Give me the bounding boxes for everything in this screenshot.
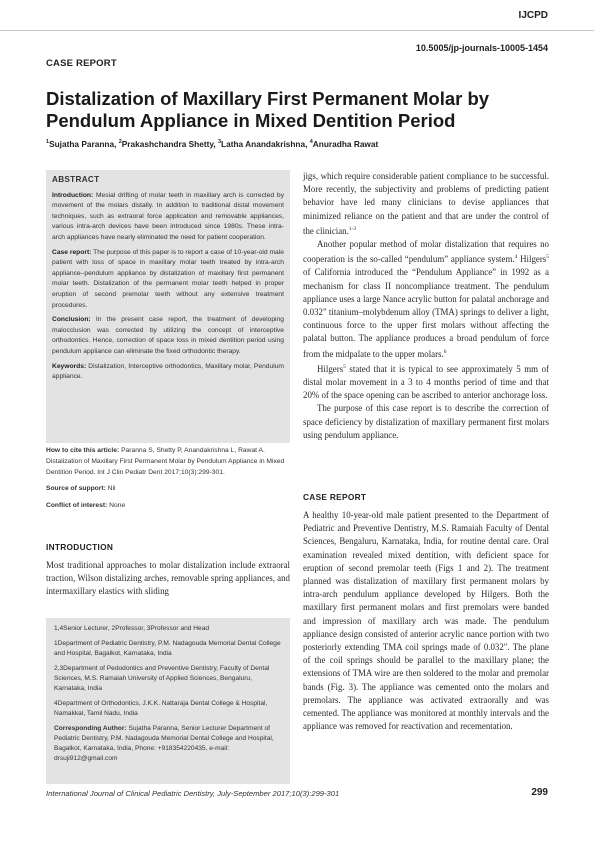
introduction-paragraph: Most traditional approaches to molar distalization include extraoral traction, Wilson distalizing arches, removable spring appliances, and intermaxillary elastics with sliding <box>46 560 290 597</box>
corresponding-label: Corresponding Author: <box>54 725 127 732</box>
conflict-of-interest <box>46 501 290 512</box>
support-text: Nil <box>105 485 116 493</box>
keywords-text: Distalization, Interceptive orthodontics, Maxillary molar, Pendulum appliance. <box>52 362 284 381</box>
citation-ref: 4 <box>514 254 518 261</box>
citation-ref: 5 <box>343 363 346 370</box>
doi[interactable]: 10.5005/jp-journals-10005-1454 <box>415 43 548 53</box>
author-sup: 3 <box>217 139 222 146</box>
conflict-text: None <box>107 502 126 510</box>
abstract-conclusion <box>52 315 284 357</box>
cite-label: How to cite this article: <box>46 447 120 454</box>
keywords-label: Keywords: <box>52 362 87 370</box>
affiliation-box <box>46 618 290 784</box>
journal-tag: IJCPD <box>518 10 548 21</box>
source-of-support <box>46 484 290 495</box>
paragraph-3 <box>303 361 549 403</box>
case-report-paragraph: A healthy 10-year-old male patient presented to the Department of Pediatric and Preventive Dentistry, M.S. Ramaiah Faculty of Dental Sciences, Bengaluru, Karnataka, India, for routine dental care. Oral examination revealed mixed dentition, with deficient space for eruption of second premolar teeth (Figs 1 and 2). The treatment planned was distalization of maxillary first permanent molars by intra-arch pendulum appliance developed by Hilgers. Both the maxillary first permanent molars and first premolars were banded and impression of maxillary arch was made. The pendulum appliance design consisted of anterior acrylic nance portion with two posteriorly extending TMA coil springs made of 0.032". The plane of the coil springs should be parallel to the maxillary plane; the extensions of TMA wire are then soldered to the molar and premolar bands (Fig. 3). The appliance was cemented onto the molars and premolars. The appliance was activated extraorally and was cemented. The appliance was monitored at monthly intervals and the appliance was removed for reactivation and recementation. <box>303 510 549 732</box>
author-sup: 2 <box>118 139 122 146</box>
page-number: 299 <box>531 787 548 798</box>
citation-ref: 5 <box>546 254 549 261</box>
citation-ref: 6 <box>443 348 447 355</box>
paragraph-3-text-b: stated that it is typical to see approximately 5 mm of distal molar movement in a 3 to 4 months period of time and that 20% of the space opening can be ascribed to anterior anchorage loss. <box>303 363 549 401</box>
title-line-2: Pendulum Appliance in Mixed Dentition Period <box>46 110 456 131</box>
case-report-heading: CASE REPORT <box>303 492 367 502</box>
introduction-heading: INTRODUCTION <box>46 542 114 552</box>
abstract-box <box>46 170 290 443</box>
abstract-intro-label: Introduction: <box>52 191 94 199</box>
cite-block <box>46 446 290 478</box>
author-sup: 1 <box>46 139 50 146</box>
footer-citation: International Journal of Clinical Pediatric Dentistry, July-September 2017;10(3):299-301 <box>46 789 340 798</box>
abstract-keywords <box>52 362 284 383</box>
author-list <box>46 139 378 149</box>
abstract-intro-text: Mesial drifting of molar teeth in maxillary arch is corrected by movement of the molars distally. In addition to traditional distal movement techniques, such as extraoral force application and removable appliances, various intra-arch devices have been introduced since 1980s. These intra-arch appliances have nearly eliminated the need for patient cooperation. <box>52 191 284 241</box>
paragraph-2-text-c: of California introduced the “Pendulum Appliance” in 1992 as a mechanism for class II noncompliance treatment. The pendulum appliance uses a large Nance acrylic button for palatal anchorage and 0.032" titanium–molybdenum alloy (TMA) springs to deliver a light, continuous force to the upper first molars without affecting the palatal button. The appliance produces a broad pendulum of force from the midpalate to the upper molars. <box>303 267 549 359</box>
section-label: CASE REPORT <box>46 58 117 69</box>
introduction-body <box>46 559 290 599</box>
paragraph-2-text-b: Hilgers <box>517 254 547 265</box>
corresponding-author <box>54 724 282 764</box>
paragraph-4: The purpose of this case report is to describe the correction of space deficiency by distalization of maxillary permanent first molars using pendulum appliance. <box>303 403 549 440</box>
paragraph-2 <box>303 238 549 361</box>
author-name: Anuradha Rawat <box>312 139 379 149</box>
cite-text: Paranna S, Shetty P, Anandakrishna L, Rawat A. Distalization of Maxillary First Permanent Molar by Pendulum Appliance in Mixed Dentition Period. Int J Clin Pediatr Dent 2017;10(3):299-301. <box>46 447 285 476</box>
article-title <box>46 88 546 132</box>
abstract-case-report <box>52 248 284 312</box>
abstract-conclusion-label: Conclusion: <box>52 316 91 324</box>
abstract-case-label: Case report: <box>52 248 92 256</box>
affiliation-1: 1Department of Pediatric Dentistry, P.M. Nadagouda Memorial Dental College and Hospital, Bagalkot, Karnataka, India <box>54 640 281 657</box>
abstract-heading: ABSTRACT <box>52 175 100 184</box>
abstract-case-text: The purpose of this paper is to report a case of 10-year-old male patient with loss of space in maxillary molar teeth treated by intra-arch appliance–pendulum appliance by distalization of maxillary first permanent molar teeth. Distalization of the permanent molar teeth helped in proper eruption of second premolar teeth without any extensive treatment procedures. <box>52 248 284 309</box>
paragraph-2-text-a: Another popular method of molar distalization that requires no cooperation is the so-called “pendulum” appliance system. <box>303 238 549 265</box>
abstract-conclusion-text: In the present case report, the treatment of developing malocclusion was corrected by utilizing the concept of interceptive orthodontics. Hence, correction of space loss in mixed dentition period using pendulum appliance can eliminate the fixed orthodontic therapy. <box>52 316 284 355</box>
author-name: Latha Anandakrishna, <box>221 139 310 149</box>
paragraph-1-text: jigs, which require considerable patient compliance to be successful. More recently, the subjectivity and problems of predicting patient behavior have led many clinicians to devise appliances that minimized reliance on the patient and that are under the control of the clinician. <box>303 171 549 236</box>
affiliation-3: 4Department of Orthodontics, J.K.K. Nattaraja Dental College & Hospital, Namakkal, Tamil Nadu, India <box>54 700 268 717</box>
affiliation-roles: 1,4Senior Lecturer, 2Professor, 3Professor and Head <box>54 625 210 632</box>
header-divider <box>0 30 594 31</box>
author-name: Prakashchandra Shetty, <box>121 139 218 149</box>
case-report-body <box>303 509 549 733</box>
support-label: Source of support: <box>46 485 106 493</box>
article-meta <box>46 446 290 518</box>
abstract-introduction <box>52 191 284 244</box>
citation-ref: 1-3 <box>348 225 357 232</box>
author-sup: 4 <box>309 139 313 146</box>
author-name: Sujatha Paranna, <box>49 139 119 149</box>
conflict-label: Conflict of interest: <box>46 502 108 510</box>
affiliation-2: 2,3Department of Pedodontics and Preventive Dentistry, Faculty of Dental Sciences, M.S. Ramaiah University of Applied Sciences, Bengaluru, Karnataka, India <box>54 665 270 692</box>
paragraph-3-text-a: Hilgers <box>317 363 344 374</box>
title-line-1: Distalization of Maxillary First Permanent Molar by <box>46 88 490 109</box>
right-column <box>303 170 549 442</box>
corresponding-text: Sujatha Paranna, Senior Lecturer Department of Pediatric Dentistry, P.M. Nadagouda Memorial Dental College and Hospital, Bagalkot, Karnataka, India, Phone: +918354220435, e-mail: drsuji912@gmail.com <box>54 725 274 762</box>
paragraph-1 <box>303 170 549 238</box>
